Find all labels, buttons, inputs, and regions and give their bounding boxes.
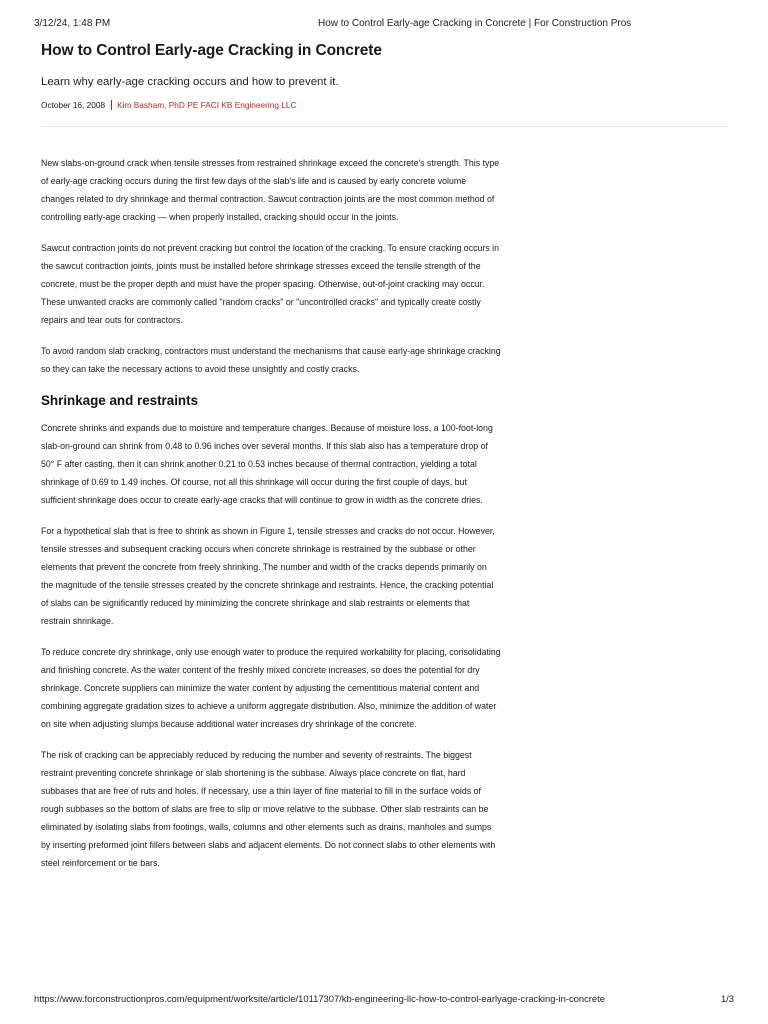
- print-datetime: 3/12/24, 1:48 PM: [34, 18, 111, 29]
- page-number: 1/3: [720, 993, 734, 1004]
- author-link[interactable]: Kim Basham, PhD PE FACI KB Engineering LLC: [117, 100, 297, 110]
- article-body: [41, 154, 501, 885]
- body-paragraph: For a hypothetical slab that is free to shrink as shown in Figure 1, tensile stresses and cracks do not occur. However, tensile stresses and subsequent cracking occurs when concrete shrinkage is restrained by the subbase or other elements that prevent the concrete from freely shrinking. The number and width of the cracks depends primarily on the magnitude of the tensile stresses created by the concrete shrinkage and restraints. Hence, the cracking potential of slabs can be significantly reduced by minimizing the concrete shrinkage and slab restraints or elements that restrain shrinkage.: [41, 526, 495, 626]
- publish-date: October 16, 2008: [41, 100, 106, 110]
- print-header: [34, 18, 734, 32]
- body-paragraph: Concrete shrinks and expands due to moisture and temperature changes. Because of moisture loss, a 100-foot-long slab-on-ground can shrink from 0.48 to 0.96 inches over several months. If this slab also has a temperature drop of 50° F after casting, then it can shrink another 0.21 to 0.53 inches because of thermal contraction, yielding a total shrinkage of 0.69 to 1.49 inches. Of course, not all this shrinkage will occur during the first couple of days, but sufficient shrinkage does occur to create early-age cracks that will continue to grow in width as the concrete dries.: [41, 423, 493, 505]
- print-document-title: How to Control Early-age Cracking in Concrete | For Construction Pros: [318, 18, 632, 29]
- body-paragraph: New slabs-on-ground crack when tensile stresses from restrained shrinkage exceed the concrete's strength. This type of early-age cracking occurs during the first few days of the slab's life and is caused by early concrete volume changes related to dry shrinkage and thermal contraction. Sawcut contraction joints are the most common method of controlling early-age cracking — when properly installed, cracking should occur in the joints.: [41, 158, 500, 222]
- article-subtitle: Learn why early-age cracking occurs and how to prevent it.: [41, 76, 339, 88]
- body-paragraph: To avoid random slab cracking, contractors must understand the mechanisms that cause early-age shrinkage cracking so they can take the necessary actions to avoid these unsightly and costly cracks.: [41, 346, 501, 374]
- article-header: [41, 40, 500, 111]
- print-footer: [34, 993, 734, 1007]
- body-paragraph: Sawcut contraction joints do not prevent cracking but control the location of the cracking. To ensure cracking occurs in the sawcut contraction joints, joints must be installed before shrinkage stresses exceed the tensile strength of the concrete, must be the proper depth and must have the proper spacing. Otherwise, out-of-joint cracking may occur. These unwanted cracks are commonly called "random cracks" or "uncontrolled cracks" and typically create costly repairs and tear outs for contractors.: [41, 243, 500, 325]
- byline: [41, 99, 500, 111]
- section-heading: Shrinkage and restraints: [41, 393, 199, 408]
- article-title: How to Control Early-age Cracking in Concrete: [41, 42, 382, 59]
- header-divider: [41, 126, 728, 127]
- page-url-link[interactable]: https://www.forconstructionpros.com/equipment/worksite/article/10117307/kb-engineering-llc-how-to-control-earlyage-cracking-in-concrete: [34, 993, 605, 1004]
- body-paragraph: The risk of cracking can be appreciably reduced by reducing the number and severity of restraints. The biggest restraint preventing concrete shrinkage or slab shortening is the subbase. Always place concrete on flat, hard subbases that are free of ruts and holes. If necessary, use a thin layer of fine material to fill in the surface voids of rough subbases so the bottom of slabs are free to slip or move relative to the subbase. Other slab restraints can be eliminated by isolating slabs from footings, walls, columns and other elements such as drains, manholes and sumps by inserting preformed joint fillers between slabs and adjacent elements. Do not connect slabs to other elements with steel reinforcement or tie bars.: [41, 750, 496, 868]
- byline-divider: [111, 100, 112, 110]
- body-paragraph: To reduce concrete dry shrinkage, only use enough water to produce the required workability for placing, consolidating and finishing concrete. As the water content of the freshly mixed concrete increases, so does the potential for dry shrinkage. Concrete suppliers can minimize the water content by adjusting the cementitious material content and combining aggregate gradation sizes to achieve a uniform aggregate distribution. Also, minimize the addition of water on site when adjusting slumps because additional water increases dry shrinkage of the concrete.: [41, 647, 501, 729]
